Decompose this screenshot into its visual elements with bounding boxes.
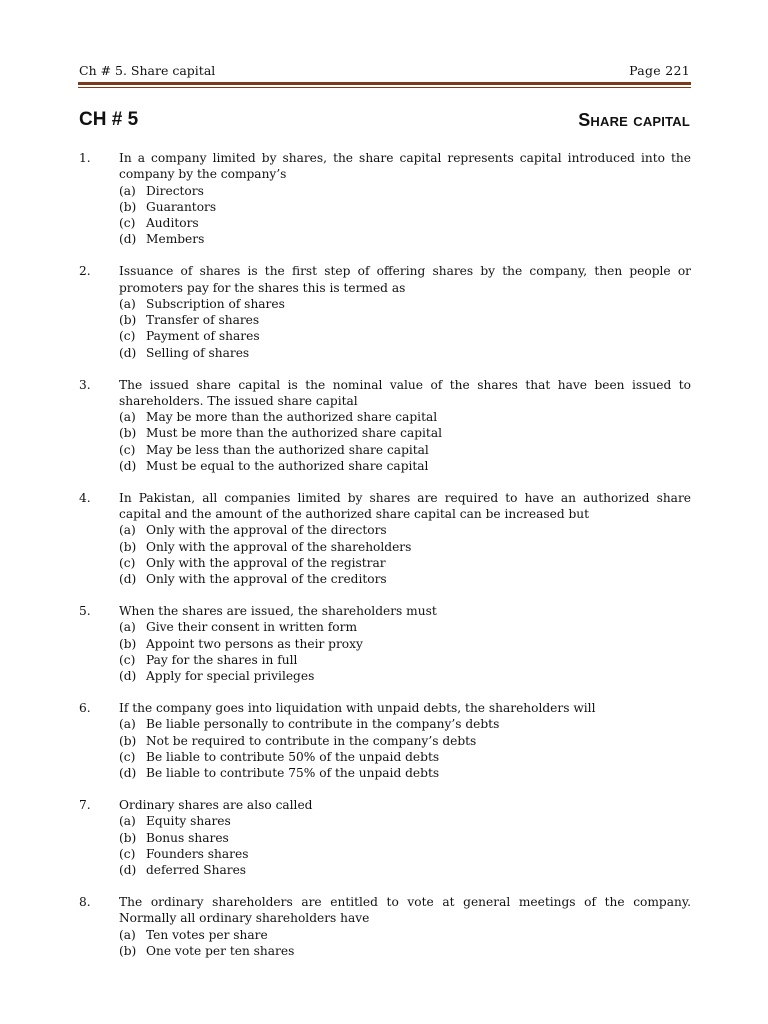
- option-text: Be liable to contribute 50% of the unpaid debts: [146, 750, 440, 764]
- option-item: [119, 345, 691, 361]
- option-list: [119, 183, 691, 248]
- option-item: [119, 409, 691, 425]
- option-list: [119, 296, 691, 361]
- option-label: (a): [119, 523, 136, 538]
- chapter-number: CH # 5: [79, 109, 139, 130]
- question-item: [79, 894, 691, 959]
- option-text: Directors: [146, 183, 204, 198]
- question-list: [79, 150, 691, 975]
- option-item: [119, 231, 691, 247]
- option-text: Not be required to contribute in the company’s debts: [146, 733, 477, 748]
- option-item: [119, 296, 691, 312]
- option-item: [119, 328, 691, 344]
- question-text: In a company limited by shares, the share capital represents capital introduced into the company by the company’s: [119, 151, 691, 182]
- option-item: [119, 813, 691, 829]
- option-list: [119, 409, 691, 474]
- option-item: [119, 652, 691, 668]
- option-item: [119, 943, 691, 959]
- option-list: [119, 813, 691, 878]
- option-label: (b): [119, 830, 137, 845]
- option-text: Equity shares: [146, 814, 231, 829]
- option-label: (b): [119, 943, 137, 958]
- option-text: Subscription of shares: [146, 296, 285, 311]
- question-text: Issuance of shares is the first step of offering shares by the company, then people or promoters pay for the shares this is termed as: [119, 264, 691, 295]
- option-text: Guarantors: [146, 199, 217, 214]
- option-text: Be liable personally to contribute in the company’s debts: [146, 717, 500, 732]
- option-label: (d): [119, 345, 137, 360]
- option-text: deferred Shares: [146, 863, 247, 878]
- option-label: (d): [119, 669, 137, 684]
- option-list: [119, 716, 691, 781]
- question-text: In Pakistan, all companies limited by shares are required to have an authorized share capital and the amount of the authorized share capital can be increased but: [119, 490, 691, 522]
- option-item: [119, 846, 691, 862]
- option-text: One vote per ten shares: [146, 943, 295, 958]
- option-text: Only with the approval of the creditors: [146, 572, 387, 587]
- question-item: [79, 263, 691, 361]
- option-text: Must be more than the authorized share capital: [146, 426, 442, 441]
- option-text: Payment of shares: [146, 329, 260, 344]
- option-text: Apply for special privileges: [146, 669, 315, 684]
- option-item: [119, 619, 691, 635]
- option-label: (a): [119, 183, 136, 198]
- option-list: [119, 522, 691, 587]
- running-header: [79, 62, 690, 80]
- option-text: May be more than the authorized share capital: [146, 410, 438, 425]
- option-label: (b): [119, 313, 137, 328]
- option-list: [119, 619, 691, 684]
- option-text: Founders shares: [146, 846, 249, 861]
- question-number: 8.: [79, 895, 91, 910]
- question-number: 1.: [79, 151, 91, 165]
- option-label: (c): [119, 556, 136, 571]
- question-text: The ordinary shareholders are entitled to vote at general meetings of the company. Normally all ordinary shareholders have: [119, 895, 691, 926]
- option-item: [119, 765, 691, 781]
- option-label: (a): [119, 814, 136, 829]
- option-label: (d): [119, 232, 137, 247]
- question-item: [79, 797, 691, 878]
- option-label: (b): [119, 426, 137, 441]
- header-rule-thick: [78, 82, 691, 85]
- option-text: Bonus shares: [146, 830, 229, 845]
- question-number: 6.: [79, 701, 91, 716]
- question-item: [79, 377, 691, 475]
- option-text: Only with the approval of the directors: [146, 523, 387, 538]
- option-item: [119, 442, 691, 458]
- question-text: Ordinary shares are also called: [119, 798, 313, 813]
- header-rule-thin: [78, 87, 691, 88]
- option-text: Auditors: [146, 216, 199, 231]
- option-item: [119, 636, 691, 652]
- option-label: (c): [119, 442, 136, 457]
- question-item: [79, 603, 691, 684]
- option-label: (b): [119, 199, 137, 214]
- option-text: Selling of shares: [146, 345, 250, 360]
- option-item: [119, 716, 691, 732]
- option-label: (b): [119, 539, 137, 554]
- option-item: [119, 215, 691, 231]
- chapter-heading: [79, 108, 690, 132]
- question-text: When the shares are issued, the shareholders must: [119, 604, 437, 619]
- option-item: [119, 199, 691, 215]
- option-label: (c): [119, 653, 136, 668]
- option-label: (a): [119, 296, 136, 311]
- option-item: [119, 927, 691, 943]
- option-text: Must be equal to the authorized share capital: [146, 459, 429, 474]
- option-label: (d): [119, 459, 137, 474]
- option-item: [119, 522, 691, 538]
- option-item: [119, 183, 691, 199]
- option-item: [119, 668, 691, 684]
- option-item: [119, 733, 691, 749]
- question-number: 5.: [79, 604, 91, 619]
- question-number: 2.: [79, 264, 91, 279]
- option-item: [119, 749, 691, 765]
- option-label: (d): [119, 572, 137, 587]
- option-text: Be liable to contribute 75% of the unpaid debts: [146, 766, 440, 781]
- header-chapter-label: Ch # 5. Share capital: [79, 63, 216, 78]
- option-label: (d): [119, 766, 137, 781]
- option-item: [119, 539, 691, 555]
- question-item: [79, 490, 691, 588]
- chapter-title: Share capital: [578, 110, 690, 130]
- question-item: [79, 700, 691, 781]
- question-text: The issued share capital is the nominal value of the shares that have been issued to shareholders. The issued share capital: [119, 377, 691, 408]
- option-text: Only with the approval of the registrar: [146, 556, 386, 571]
- option-label: (c): [119, 216, 136, 231]
- question-item: [79, 150, 691, 248]
- option-text: Transfer of shares: [146, 313, 260, 328]
- option-item: [119, 862, 691, 878]
- option-item: [119, 830, 691, 846]
- option-text: Appoint two persons as their proxy: [146, 636, 363, 651]
- question-number: 3.: [79, 377, 91, 392]
- option-item: [119, 425, 691, 441]
- option-label: (d): [119, 863, 137, 878]
- option-label: (c): [119, 750, 136, 764]
- option-label: (c): [119, 846, 136, 861]
- option-label: (a): [119, 717, 136, 732]
- option-text: Pay for the shares in full: [146, 653, 298, 668]
- header-page-number: Page 221: [629, 63, 690, 78]
- option-label: (a): [119, 410, 136, 425]
- option-item: [119, 458, 691, 474]
- option-text: Only with the approval of the shareholders: [146, 539, 412, 554]
- option-item: [119, 571, 691, 587]
- option-label: (b): [119, 733, 137, 748]
- option-text: Members: [146, 232, 205, 247]
- option-label: (c): [119, 329, 136, 344]
- option-item: [119, 555, 691, 571]
- question-text: If the company goes into liquidation with unpaid debts, the shareholders will: [119, 701, 596, 716]
- option-label: (a): [119, 620, 136, 635]
- question-number: 4.: [79, 490, 91, 505]
- question-number: 7.: [79, 798, 91, 813]
- option-text: Give their consent in written form: [146, 620, 358, 635]
- option-text: Ten votes per share: [146, 927, 268, 942]
- option-label: (a): [119, 927, 136, 942]
- option-label: (b): [119, 636, 137, 651]
- option-text: May be less than the authorized share capital: [146, 442, 429, 457]
- option-item: [119, 312, 691, 328]
- option-list: [119, 927, 691, 960]
